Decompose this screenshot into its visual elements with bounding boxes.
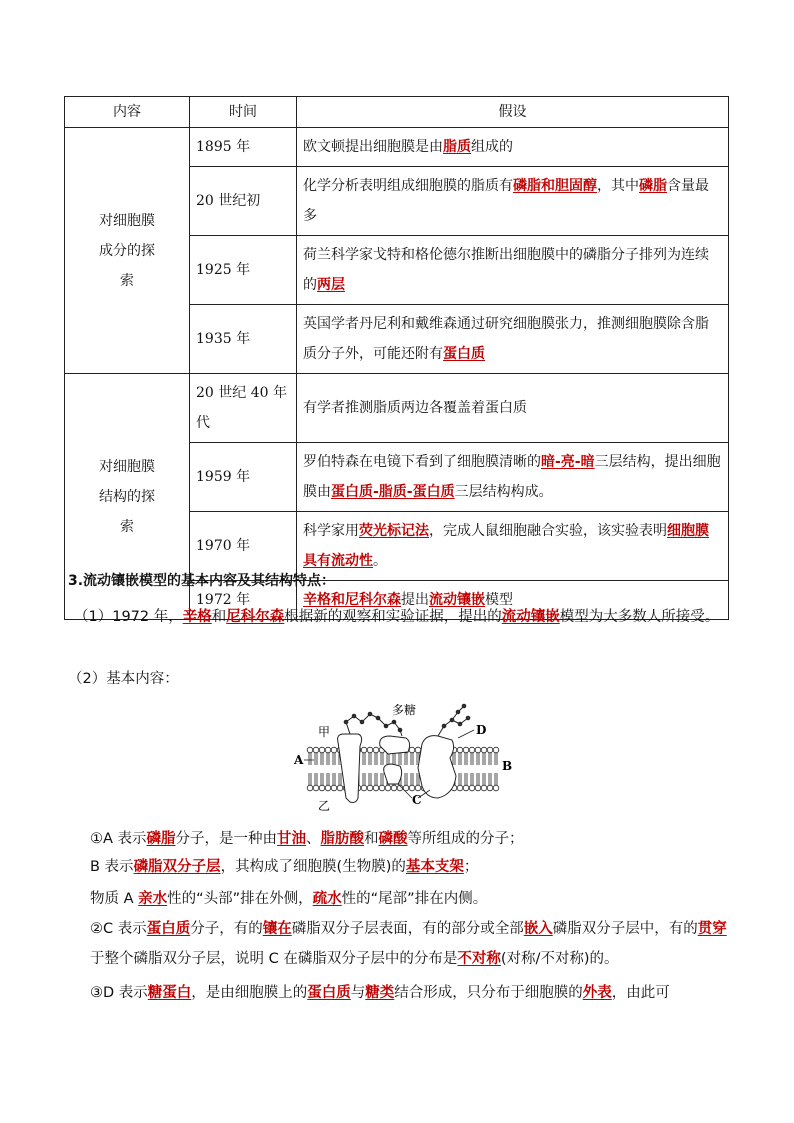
phospholipid-tail bbox=[369, 773, 371, 785]
text-run: 欧文顿提出细胞膜是由 bbox=[303, 139, 443, 155]
phospholipid-head bbox=[313, 747, 319, 753]
key-term: 镶在 bbox=[262, 921, 292, 937]
phospholipid-head bbox=[385, 785, 391, 791]
key-term: 辛格和尼科尔森 bbox=[303, 592, 401, 608]
key-term: 磷酸 bbox=[378, 831, 408, 847]
phospholipid-tail bbox=[375, 773, 377, 785]
text-run: 、 bbox=[306, 831, 321, 847]
paragraph-basic-content bbox=[68, 664, 728, 694]
phospholipid-head bbox=[415, 785, 421, 791]
phospholipid-head bbox=[373, 747, 379, 753]
phospholipid-head bbox=[331, 747, 337, 753]
phospholipid-tail bbox=[405, 773, 407, 785]
phospholipid-head bbox=[469, 785, 475, 791]
phospholipid-tail bbox=[459, 773, 461, 785]
phospholipid-head bbox=[469, 747, 475, 753]
text-run: ，其中 bbox=[597, 178, 639, 194]
text-run: 结合形成，只分布于细胞膜的 bbox=[394, 985, 583, 1001]
phospholipid-head bbox=[373, 785, 379, 791]
table-row bbox=[65, 128, 729, 167]
phospholipid-tail bbox=[405, 753, 407, 765]
text-run: 磷脂双分子层中，有的 bbox=[552, 921, 698, 937]
text-run: 三层结构，提出细胞膜由 bbox=[303, 454, 721, 500]
paragraph-glycoprotein bbox=[90, 978, 738, 1008]
phospholipid-head bbox=[463, 747, 469, 753]
paragraph-bilayer bbox=[90, 852, 750, 882]
text-run: 分子，是一种由 bbox=[175, 831, 278, 847]
paragraph-protein bbox=[90, 914, 738, 974]
text-run: ，其构成了细胞膜(生物膜)的 bbox=[220, 859, 406, 875]
protein-right bbox=[418, 736, 456, 798]
text-run: 根据新的观察和实验证据，提出的 bbox=[284, 609, 502, 625]
time-cell: 20 世纪初 bbox=[190, 167, 297, 236]
polysaccharide-chain-right bbox=[438, 704, 470, 736]
phospholipid-tail bbox=[327, 753, 329, 765]
text-run: （1）1972 年， bbox=[74, 609, 183, 625]
section-title: 3.流动镶嵌模型的基本内容及其结构特点： bbox=[68, 573, 336, 589]
header-content: 内容 bbox=[65, 97, 190, 128]
key-term: 甘油 bbox=[277, 831, 307, 847]
text-run: 物质 A bbox=[90, 891, 139, 907]
phospholipid-head bbox=[493, 747, 499, 753]
text-run: ，是由细胞膜上的 bbox=[191, 985, 308, 1001]
phospholipid-tail bbox=[399, 753, 401, 765]
phospholipid-tail bbox=[465, 753, 467, 765]
phospholipid-tail bbox=[309, 773, 311, 785]
group-label-composition bbox=[65, 128, 190, 374]
key-term: 脂肪酸 bbox=[320, 831, 365, 847]
text-run: 组成的 bbox=[471, 139, 513, 155]
phospholipid-head bbox=[325, 785, 331, 791]
phospholipid-tail bbox=[489, 773, 491, 785]
text-run: 科学家用 bbox=[303, 523, 359, 539]
phospholipid-tail bbox=[363, 753, 365, 765]
phospholipid-tail bbox=[483, 773, 485, 785]
phospholipid-tail bbox=[381, 753, 383, 765]
hypothesis-cell bbox=[297, 305, 729, 374]
phospholipid-tail bbox=[327, 773, 329, 785]
text-run: ，完成人鼠细胞融合实验，该实验表明 bbox=[429, 523, 667, 539]
label-b: B bbox=[502, 759, 513, 773]
text-run: 。 bbox=[373, 553, 387, 569]
phospholipid-tail bbox=[333, 773, 335, 785]
label-a: A bbox=[294, 753, 304, 767]
text-run: ，由此可 bbox=[611, 985, 670, 1001]
phospholipid-head bbox=[457, 785, 463, 791]
key-term: 嵌入 bbox=[523, 921, 553, 937]
phospholipid-head bbox=[463, 785, 469, 791]
text-run: （2）基本内容： bbox=[68, 671, 179, 687]
phospholipid-head bbox=[475, 785, 481, 791]
phospholipid-tail bbox=[477, 773, 479, 785]
key-term: 糖类 bbox=[365, 985, 395, 1001]
phospholipid-tail bbox=[471, 773, 473, 785]
text-run: 于整个磷脂双分子层，说明 C 在磷脂双分子层中的分布是 bbox=[90, 951, 458, 967]
time-cell: 1972 年 bbox=[190, 581, 297, 620]
phospholipid-head bbox=[409, 747, 415, 753]
phospholipid-tail bbox=[483, 753, 485, 765]
text-run: 含量最多 bbox=[303, 178, 709, 224]
label-polysaccharide: 多糖 bbox=[392, 703, 417, 717]
phospholipid-head bbox=[307, 785, 313, 791]
phospholipid-tail bbox=[471, 753, 473, 765]
time-cell: 20 世纪 40 年代 bbox=[190, 374, 297, 443]
key-term: 贯穿 bbox=[697, 921, 727, 937]
phospholipid-head bbox=[337, 785, 343, 791]
phospholipid-head bbox=[481, 785, 487, 791]
key-term: 流动镶嵌 bbox=[429, 592, 485, 608]
label-c: C bbox=[412, 793, 422, 807]
group-label-text: 对细胞膜成分的探索 bbox=[99, 212, 155, 289]
hypothesis-cell bbox=[297, 443, 729, 512]
label-yi: 乙 bbox=[318, 799, 331, 813]
text-run: 和 bbox=[364, 831, 379, 847]
key-term: 尼科尔森 bbox=[226, 609, 285, 625]
phospholipid-tail bbox=[417, 773, 419, 785]
hypothesis-cell bbox=[297, 512, 729, 581]
phospholipid-head bbox=[313, 785, 319, 791]
header-hypothesis: 假设 bbox=[297, 97, 729, 128]
text-run: ①A 表示 bbox=[90, 831, 147, 847]
text-run: B 表示 bbox=[90, 859, 134, 875]
phospholipid-tail bbox=[411, 773, 413, 785]
phospholipid-head bbox=[367, 747, 373, 753]
phospholipid-tail bbox=[381, 773, 383, 785]
phospholipid-tail bbox=[369, 753, 371, 765]
phospholipid-head bbox=[481, 747, 487, 753]
group-label-text: 对细胞膜结构的探索 bbox=[99, 458, 155, 535]
key-term: 疏水 bbox=[312, 891, 342, 907]
text-run: 有学者推测脂质两边各覆盖着蛋白质 bbox=[303, 400, 527, 416]
phospholipid-head bbox=[493, 785, 499, 791]
key-term: 外表 bbox=[582, 985, 612, 1001]
phospholipid-tail bbox=[459, 753, 461, 765]
text-run: 荷兰科学家戈特和格伦德尔推断出细胞膜中的磷脂分子排列为连续的 bbox=[303, 247, 709, 293]
phospholipid-head bbox=[475, 747, 481, 753]
phospholipid-head bbox=[325, 747, 331, 753]
phospholipid-head bbox=[367, 785, 373, 791]
phospholipid-tail bbox=[387, 753, 389, 765]
phospholipid-head bbox=[331, 785, 337, 791]
phospholipid-tail bbox=[315, 753, 317, 765]
time-cell: 1959 年 bbox=[190, 443, 297, 512]
text-run: 模型 bbox=[485, 592, 513, 608]
phospholipid-head bbox=[457, 747, 463, 753]
phospholipid-head bbox=[415, 747, 421, 753]
text-run: 分子，有的 bbox=[190, 921, 263, 937]
key-term: 基本支架 bbox=[405, 859, 464, 875]
key-term: 亲水 bbox=[138, 891, 168, 907]
phospholipid-tail bbox=[477, 753, 479, 765]
protein-left bbox=[338, 734, 362, 803]
time-cell: 1895 年 bbox=[190, 128, 297, 167]
text-run: 性的“头部”排在外侧， bbox=[167, 891, 313, 907]
key-term: 磷脂 bbox=[639, 178, 667, 194]
text-run: 提出 bbox=[401, 592, 429, 608]
hypothesis-cell bbox=[297, 167, 729, 236]
phospholipid-head bbox=[319, 785, 325, 791]
phospholipid-head bbox=[307, 747, 313, 753]
table-header-row bbox=[65, 97, 729, 128]
phospholipid-tail bbox=[363, 773, 365, 785]
phospholipid-head bbox=[487, 747, 493, 753]
phospholipid-head bbox=[379, 785, 385, 791]
text-run: 罗伯特森在电镜下看到了细胞膜清晰的 bbox=[303, 454, 541, 470]
key-term: 两层 bbox=[317, 277, 345, 293]
history-table bbox=[64, 96, 729, 620]
key-term: 蛋白质 bbox=[443, 346, 485, 362]
key-term: 脂质 bbox=[443, 139, 471, 155]
time-cell: 1970 年 bbox=[190, 512, 297, 581]
text-run: 与 bbox=[350, 985, 366, 1001]
key-term: 细胞膜具有流动性 bbox=[303, 523, 709, 569]
text-run: 英国学者丹尼利和戴维森通过研究细胞膜张力，推测细胞膜除含脂质分子外，可能还附有 bbox=[303, 316, 709, 362]
phospholipid-tail bbox=[495, 753, 497, 765]
phospholipid-head bbox=[319, 747, 325, 753]
paragraph-hydrophilic bbox=[90, 884, 750, 914]
hypothesis-cell bbox=[297, 128, 729, 167]
phospholipid-tail bbox=[393, 753, 395, 765]
key-term: 流动镶嵌 bbox=[501, 609, 560, 625]
key-term: 磷脂 bbox=[146, 831, 176, 847]
time-cell: 1925 年 bbox=[190, 236, 297, 305]
key-term: 不对称 bbox=[457, 951, 501, 967]
phospholipid-tail bbox=[375, 753, 377, 765]
key-term: 暗-亮-暗 bbox=[541, 454, 595, 470]
phospholipid-head bbox=[487, 785, 493, 791]
text-run: (对称/不对称)的。 bbox=[500, 951, 619, 967]
time-cell: 1935 年 bbox=[190, 305, 297, 374]
phospholipid-tail bbox=[339, 773, 341, 785]
key-term: 蛋白质 bbox=[146, 921, 191, 937]
paragraph-phospholipid bbox=[90, 824, 750, 854]
key-term: 蛋白质-脂质-蛋白质 bbox=[331, 484, 455, 500]
table-row bbox=[65, 374, 729, 443]
text-run: 等所组成的分子； bbox=[407, 831, 524, 847]
label-d: D bbox=[476, 723, 487, 737]
text-run: 性的“尾部”排在内侧。 bbox=[341, 891, 488, 907]
phospholipid-tail bbox=[453, 753, 455, 765]
hypothesis-cell bbox=[297, 374, 729, 443]
text-run: ； bbox=[463, 859, 479, 875]
text-run: 模型为大多数人所接受。 bbox=[559, 609, 720, 625]
text-run: 化学分析表明组成细胞膜的脂质有 bbox=[303, 178, 513, 194]
hypothesis-cell bbox=[297, 236, 729, 305]
header-time: 时间 bbox=[190, 97, 297, 128]
lipid-bilayer bbox=[307, 747, 499, 791]
text-run: ③D 表示 bbox=[90, 985, 148, 1001]
key-term: 蛋白质 bbox=[307, 985, 351, 1001]
text-run: 三层结构构成。 bbox=[454, 484, 553, 500]
key-term: 荧光标记法 bbox=[359, 523, 429, 539]
phospholipid-tail bbox=[465, 773, 467, 785]
phospholipid-tail bbox=[309, 753, 311, 765]
phospholipid-tail bbox=[495, 773, 497, 785]
fluid-mosaic-diagram bbox=[288, 698, 518, 816]
phospholipid-head bbox=[391, 785, 397, 791]
label-jia: 甲 bbox=[318, 725, 331, 739]
key-term: 糖蛋白 bbox=[147, 985, 192, 1001]
phospholipid-head bbox=[361, 747, 367, 753]
phospholipid-tail bbox=[315, 773, 317, 785]
paragraph-model-proposal bbox=[74, 602, 734, 632]
phospholipid-tail bbox=[321, 773, 323, 785]
phospholipid-tail bbox=[321, 753, 323, 765]
text-run: 磷脂双分子层表面，有的部分或全部 bbox=[291, 921, 524, 937]
key-term: 辛格 bbox=[182, 609, 212, 625]
phospholipid-head bbox=[409, 785, 415, 791]
phospholipid-tail bbox=[489, 753, 491, 765]
text-run: ②C 表示 bbox=[90, 921, 147, 937]
key-term: 磷脂和胆固醇 bbox=[513, 178, 597, 194]
text-run: 和 bbox=[211, 609, 227, 625]
phospholipid-head bbox=[361, 785, 367, 791]
phospholipid-tail bbox=[333, 753, 335, 765]
key-term: 磷脂双分子层 bbox=[133, 859, 221, 875]
phospholipid-tail bbox=[411, 753, 413, 765]
